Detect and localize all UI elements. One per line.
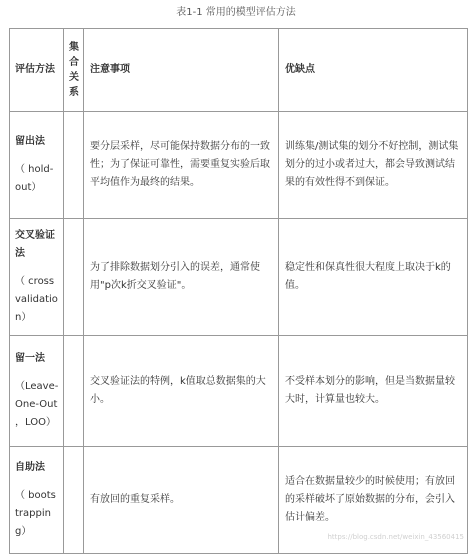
- pros-cons-cell: 不受样本划分的影响，但是当数据量较大时，计算量也较大。: [279, 336, 468, 447]
- pros-cons-cell: 训练集/测试集的划分不好控制，测试集划分的过小或者过大，都会导致测试结果的有效性得不到保证。: [279, 112, 468, 219]
- pros-cons-cell: 稳定性和保真性很大程度上取决于k的值。: [279, 219, 468, 336]
- method-cell: [10, 336, 64, 447]
- notes-cell: 有放回的重复采样。: [84, 447, 279, 554]
- method-name: 留一法: [15, 353, 45, 364]
- method-english-name: （Leave-One-Out ，LOO）: [15, 381, 59, 428]
- watermark: https://blog.csdn.net/weixin_43560415: [327, 533, 464, 541]
- method-cell: [10, 447, 64, 554]
- table-caption: 表1-1 常用的模型评估方法: [176, 7, 296, 18]
- table-row: [10, 336, 468, 447]
- method-english-name: （ hold-out）: [15, 164, 54, 193]
- pros-cons-cell: 适合在数据量较少的时候使用；有放回的采样破坏了原始数据的分布，会引入估计偏差。: [279, 447, 468, 554]
- table-row: [10, 112, 468, 219]
- method-cell: [10, 112, 64, 219]
- method-english-name: （ bootstrapping）: [15, 490, 56, 537]
- header-set-relation: 集合关系: [64, 29, 84, 112]
- method-name: 交叉验证法: [15, 230, 55, 259]
- notes-cell: 要分层采样，尽可能保持数据分布的一致性；为了保证可靠性，需要重复实验后取平均值作为最终的结果。: [84, 112, 279, 219]
- header-method: 评估方法: [10, 29, 64, 112]
- set-relation-cell: [64, 447, 84, 554]
- notes-cell: 为了排除数据划分引入的误差，通常使用"p次k折交叉验证"。: [84, 219, 279, 336]
- evaluation-methods-table: [9, 28, 468, 554]
- set-relation-cell: [64, 112, 84, 219]
- header-notes: 注意事项: [84, 29, 279, 112]
- set-relation-cell: [64, 336, 84, 447]
- header-pros-cons: 优缺点: [279, 29, 468, 112]
- method-name: 自助法: [15, 462, 45, 473]
- set-relation-cell: [64, 219, 84, 336]
- table-header-row: [10, 29, 468, 112]
- method-cell: [10, 219, 64, 336]
- notes-cell: 交叉验证法的特例，k值取总数据集的大小。: [84, 336, 279, 447]
- method-name: 留出法: [15, 136, 45, 147]
- method-english-name: （ cross validation）: [15, 276, 58, 323]
- table-row: [10, 219, 468, 336]
